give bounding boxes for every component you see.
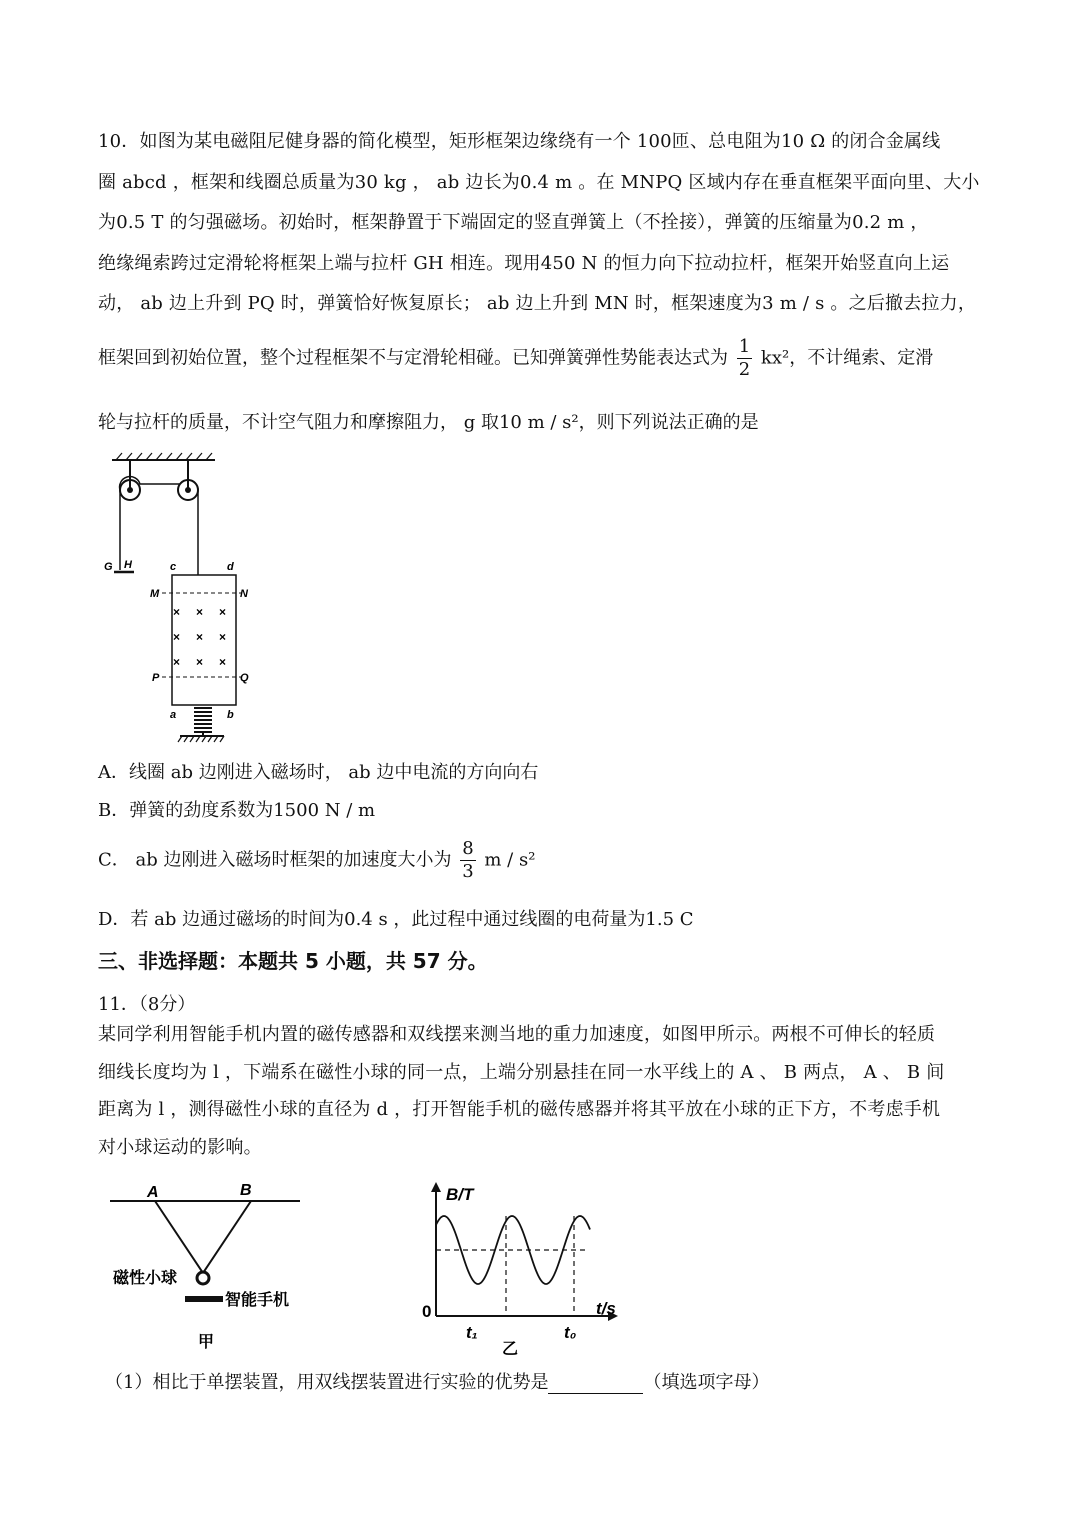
ball-label: 磁性小球 xyxy=(113,1270,178,1287)
q11-header: 11．（8分） xyxy=(98,994,196,1015)
fraction-numerator: 8 xyxy=(462,838,474,859)
q11-sub1 xyxy=(105,1368,769,1394)
svg-text:×: × xyxy=(219,605,227,619)
x-axis-label: t/s xyxy=(596,1299,616,1318)
caption-jia: 甲 xyxy=(198,1334,215,1351)
magnetic-field-graph xyxy=(410,1178,640,1358)
option-c-text: C． ab 边刚进入磁场时框架的加速度大小为 xyxy=(98,849,452,871)
q10-line-6-text: 框架回到初始位置，整个过程框架不与定滑轮相碰。已知弹簧弹性势能表达式为 xyxy=(98,347,728,369)
label-H: H xyxy=(124,559,132,571)
option-a: A．线圈 ab 边刚进入磁场时， ab 边中电流的方向向右 xyxy=(98,762,539,783)
elastic-energy-fraction xyxy=(737,338,752,379)
label-d: d xyxy=(227,561,234,573)
label-G: G xyxy=(104,561,113,573)
point-A-label: A xyxy=(147,1184,159,1201)
fraction-denominator: 2 xyxy=(738,359,751,380)
option-b: B．弹簧的劲度系数为1500 N / m xyxy=(98,800,376,821)
fraction-denominator: 3 xyxy=(462,861,474,882)
option-c-unit: m / s² xyxy=(484,849,536,871)
q10-line-6-tail: kx²，不计绳索、定滑 xyxy=(760,347,934,369)
caption-yi: 乙 xyxy=(502,1341,519,1358)
sub1-hint: （填选项字母） xyxy=(643,1372,770,1393)
origin-label: 0 xyxy=(422,1302,432,1321)
label-P: P xyxy=(152,672,160,684)
q11-line-2: 细线长度均为 l ，下端系在磁性小球的同一点，上端分别悬挂在同一水平线上的 A 、 B 两点， A 、 B 间 xyxy=(98,1061,945,1083)
q10-line-3: 为0.5 T 的匀强磁场。初始时，框架静置于下端固定的竖直弹簧上（不拴接），弹簧的压缩量为0.2 m ， xyxy=(98,212,929,233)
svg-text:×: × xyxy=(219,630,227,644)
bifilar-pendulum-figure xyxy=(105,1175,315,1355)
t1-label: t₁ xyxy=(466,1323,478,1342)
q11-line-3: 距离为 l ，测得磁性小球的直径为 d ，打开智能手机的磁传感器并将其平放在小球的正下方，不考虑手机 xyxy=(98,1099,941,1120)
spring-frame-diagram xyxy=(100,450,260,750)
section-title: 三、非选择题：本题共 5 小题，共 57 分。 xyxy=(98,949,488,973)
q11-line-1: 某同学利用智能手机内置的磁传感器和双线摆来测当地的重力加速度，如图甲所示。两根不可伸长的轻质 xyxy=(98,1024,936,1045)
sub1-text: （1）相比于单摆装置，用双线摆装置进行实验的优势是 xyxy=(105,1372,549,1393)
svg-text:×: × xyxy=(196,630,204,644)
label-c: c xyxy=(170,561,177,573)
spring xyxy=(194,708,212,732)
q11-line-4: 对小球运动的影响。 xyxy=(98,1136,262,1158)
label-M: M xyxy=(150,588,160,600)
t0-label: t₀ xyxy=(564,1323,577,1342)
svg-text:×: × xyxy=(196,605,204,619)
point-B-label: B xyxy=(240,1182,252,1199)
option-c xyxy=(98,840,535,881)
smartphone xyxy=(185,1296,223,1302)
q10-line-6 xyxy=(98,338,933,379)
q10-text xyxy=(98,122,988,325)
phone-label: 智能手机 xyxy=(225,1292,290,1309)
label-b: b xyxy=(227,709,234,721)
fraction-numerator: 1 xyxy=(738,336,751,357)
acceleration-fraction xyxy=(460,840,475,881)
q10-line-2: 圈 abcd ，框架和线圈总质量为30 kg ， ab 边长为0.4 m 。在 MNPQ 区域内存在垂直框架平面向里、大小 xyxy=(98,171,980,193)
q10-line-5: 动， ab 边上升到 PQ 时，弹簧恰好恢复原长； ab 边上升到 MN 时，框架速度为3 m / s 。之后撤去拉力， xyxy=(98,293,977,314)
q11-text xyxy=(98,1016,988,1166)
svg-text:×: × xyxy=(173,630,181,644)
q10-line-4: 绝缘绳索跨过定滑轮将框架上端与拉杆 GH 相连。现用450 N 的恒力向下拉动拉杆，框架开始竖直向上运 xyxy=(98,252,950,274)
q10-line-1: 10．如图为某电磁阻尼健身器的简化模型，矩形框架边缘绕有一个 100匝、总电阻为10 Ω 的闭合金属线 xyxy=(98,131,941,152)
svg-text:×: × xyxy=(173,655,181,669)
svg-text:×: × xyxy=(173,605,181,619)
y-axis-label: B/T xyxy=(446,1185,474,1204)
answer-blank[interactable] xyxy=(548,1373,643,1394)
svg-text:×: × xyxy=(219,655,227,669)
svg-text:×: × xyxy=(196,655,204,669)
magnetic-field-marks xyxy=(173,605,226,669)
label-N: N xyxy=(240,588,248,600)
option-d: D．若 ab 边通过磁场的时间为0.4 s ，此过程中通过线圈的电荷量为1.5 C xyxy=(98,909,694,930)
label-a: a xyxy=(170,709,177,721)
label-Q: Q xyxy=(240,672,249,684)
magnetic-ball xyxy=(197,1272,209,1284)
q10-line-7: 轮与拉杆的质量，不计空气阻力和摩擦阻力， g 取10 m / s²，则下列说法正确的是 xyxy=(98,412,759,433)
